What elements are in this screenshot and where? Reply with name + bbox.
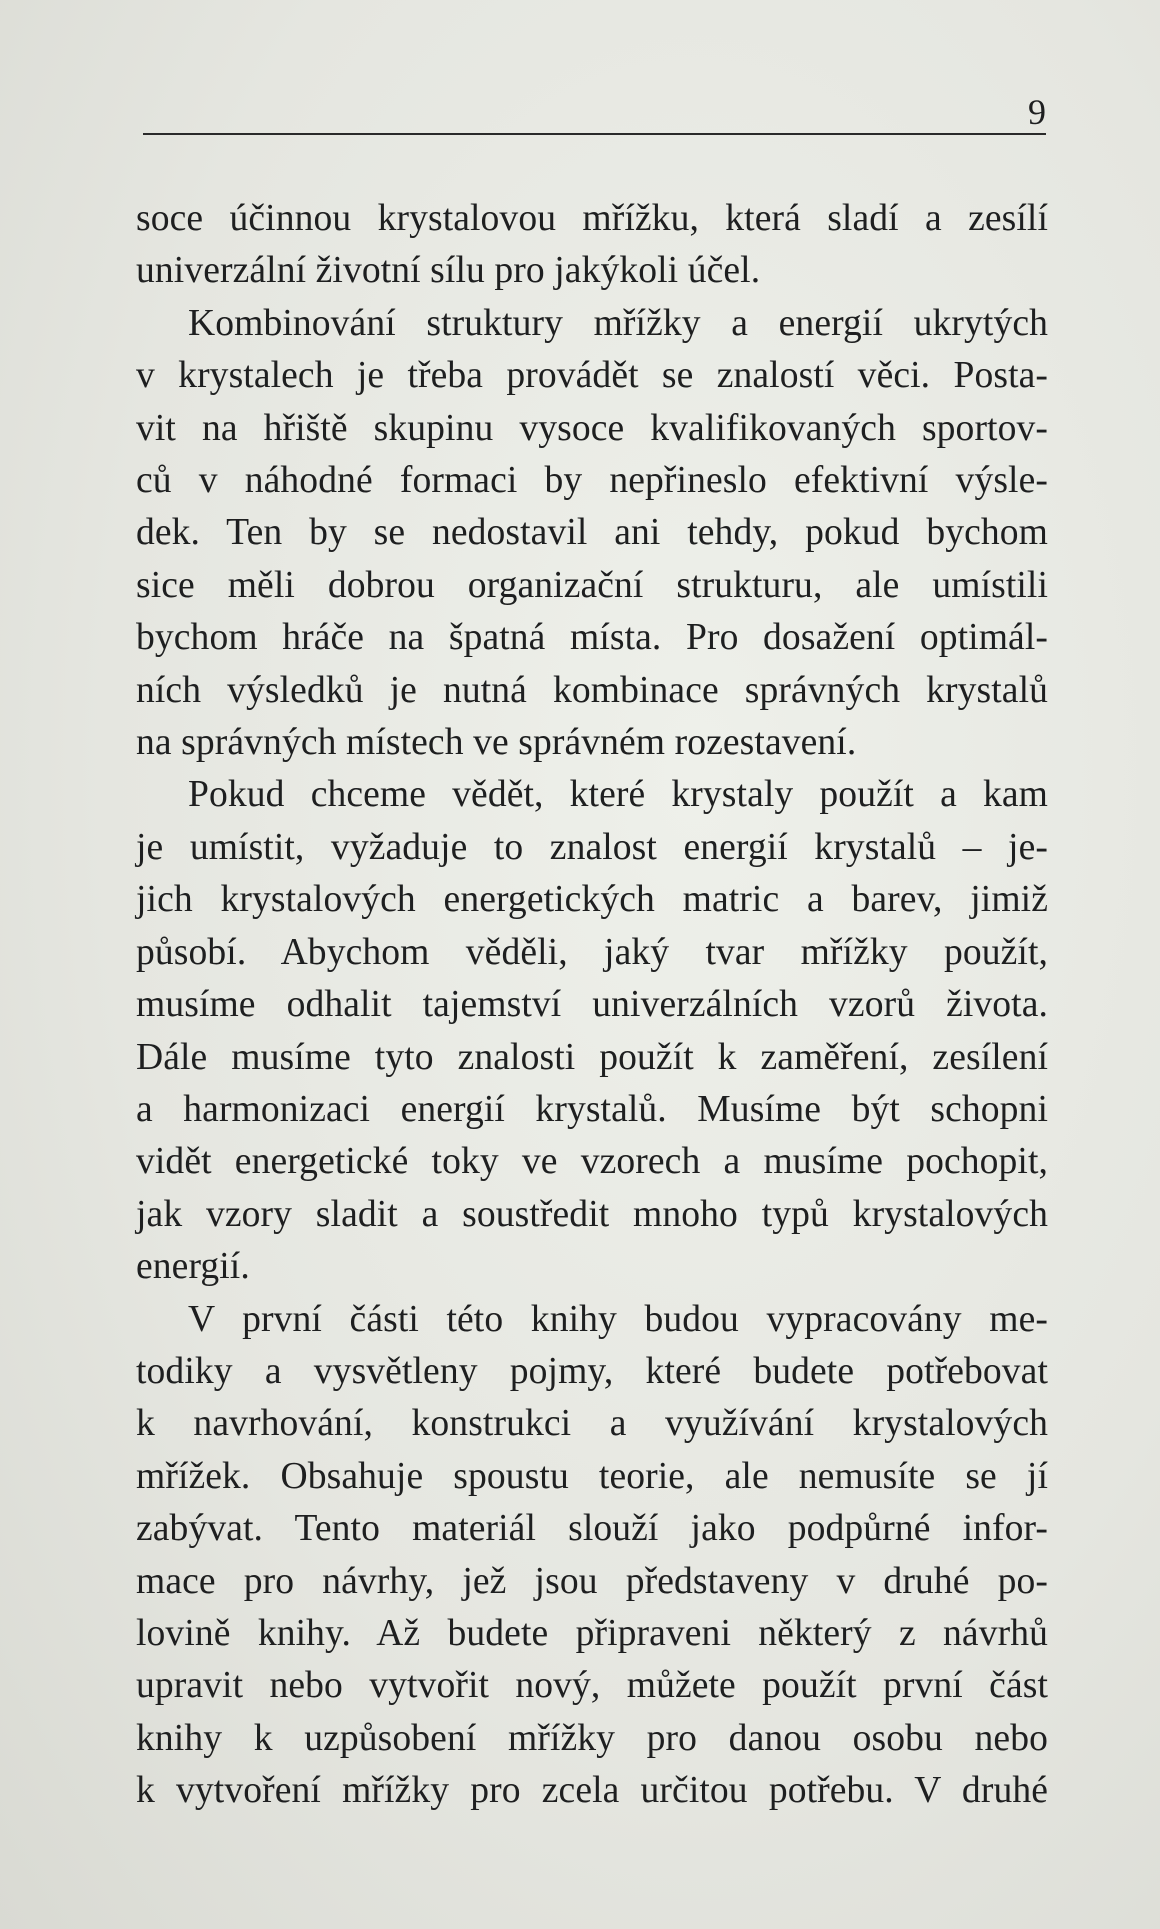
text-line: jich krystalových energetických matric a barev, jimiž: [136, 879, 1048, 921]
paragraph: [136, 298, 1048, 770]
page-number: 9: [1028, 92, 1046, 132]
text-line: upravit nebo vytvořit nový, můžete použít první část: [136, 1665, 1048, 1707]
text-line: vidět energetické toky ve vzorech a musíme pochopit,: [136, 1141, 1048, 1183]
paragraph: [136, 769, 1048, 1293]
text-line: jak vzory sladit a soustředit mnoho typů krystalových: [136, 1193, 1048, 1235]
paragraph: [136, 193, 1048, 298]
text-line: soce účinnou krystalovou mřížku, která sladí a zesílí: [136, 198, 1048, 239]
text-line: Dále musíme tyto znalosti použít k zaměření, zesílení: [136, 1036, 1048, 1078]
text-line: mace pro návrhy, jež jsou představeny v druhé po-: [136, 1560, 1048, 1602]
text-line: Pokud chceme vědět, které krystaly použít a kam: [188, 774, 1048, 816]
text-line: k navrhování, konstrukci a využívání krystalových: [136, 1403, 1048, 1445]
text-line: k vytvoření mřížky pro zcela určitou potřebu. V druhé: [136, 1770, 1048, 1812]
text-line: dek. Ten by se nedostavil ani tehdy, pokud bychom: [136, 512, 1048, 554]
text-line: na správných místech ve správném rozestavení.: [136, 722, 857, 764]
text-line: energií.: [136, 1246, 250, 1288]
text-line: Kombinování struktury mřížky a energií ukrytých: [188, 302, 1048, 344]
text-line: je umístit, vyžaduje to znalost energií krystalů – je-: [136, 826, 1048, 868]
text-line: zabývat. Tento materiál slouží jako podpůrné infor-: [136, 1508, 1048, 1550]
text-line: bychom hráče na špatná místa. Pro dosažení optimál-: [136, 617, 1048, 659]
text-line: v krystalech je třeba provádět se znalostí věci. Posta-: [136, 355, 1048, 397]
header-rule: [143, 133, 1046, 135]
text-line: mřížek. Obsahuje spoustu teorie, ale nemusíte se jí: [136, 1455, 1048, 1497]
paragraph: [136, 1294, 1048, 1818]
text-line: lovině knihy. Až budete připraveni některý z návrhů: [136, 1612, 1048, 1654]
text-line: todiky a vysvětleny pojmy, které budete potřebovat: [136, 1350, 1048, 1392]
text-line: sice měli dobrou organizační strukturu, ale umístili: [136, 564, 1048, 606]
text-line: musíme odhalit tajemství univerzálních vzorů života.: [136, 984, 1048, 1026]
text-line: V první části této knihy budou vypracovány me-: [188, 1298, 1048, 1340]
text-line: knihy k uzpůsobení mřížky pro danou osobu nebo: [136, 1717, 1048, 1759]
body-text: [136, 193, 1048, 1818]
text-line: univerzální životní sílu pro jakýkoli účel.: [136, 250, 761, 292]
text-line: vit na hřiště skupinu vysoce kvalifikovaných sportov-: [136, 407, 1048, 449]
text-line: ců v náhodné formaci by nepřineslo efektivní výsle-: [136, 460, 1048, 502]
text-line: ních výsledků je nutná kombinace správných krystalů: [136, 669, 1048, 711]
text-line: působí. Abychom věděli, jaký tvar mřížky použít,: [136, 931, 1048, 973]
text-line: a harmonizaci energií krystalů. Musíme být schopni: [136, 1088, 1048, 1130]
